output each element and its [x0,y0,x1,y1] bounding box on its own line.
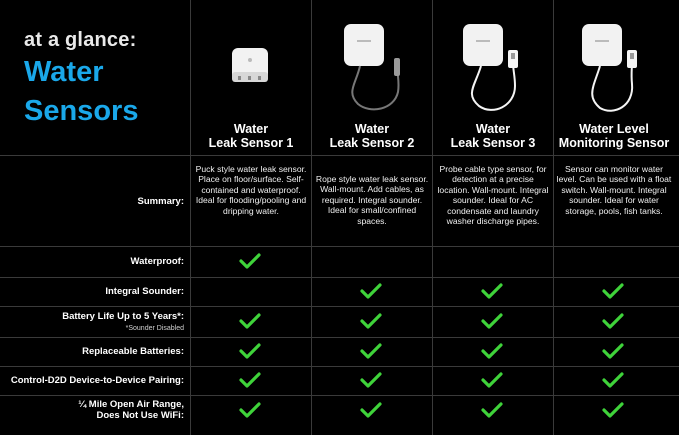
product-name-line2: Leak Sensor 3 [450,136,536,150]
check-icon [481,372,503,388]
row-divider [0,337,679,338]
summary-text-2: Rope style water leak sensor. Wall-mount. Add cables, as required. Integral sounder. Ideal for small/confined spaces. [315,174,429,226]
row-divider [0,366,679,367]
product-name-4 [553,122,675,150]
puck-sensor-image [224,42,276,90]
product-name-line1: Water Level [579,122,649,136]
row-label-summary: Summary: [137,196,184,207]
row-divider [0,155,679,156]
check-icon [360,402,382,418]
check-icon [481,283,503,299]
battery-footnote: *Sounder Disabled [125,325,184,332]
product-name-1 [190,122,312,150]
check-icon [239,402,261,418]
check-icon [360,372,382,388]
column-divider [190,0,191,435]
check-icon [602,372,624,388]
check-icon [481,343,503,359]
product-name-line2: Monitoring Sensor [558,136,670,150]
probe-sensor-image [457,20,537,116]
check-icon [239,253,261,269]
summary-text-3: Probe cable type sensor, for detection at a precise location. Wall-mount. Integral sounder. Ideal for AC condensate and laundry washer discharge pipes. [437,164,549,227]
check-icon [360,313,382,329]
row-label-d2d-pairing: Control-D2D Device-to-Device Pairing: [10,375,184,386]
check-icon [602,402,624,418]
check-icon [602,343,624,359]
battery-life-label: Battery Life Up to 5 Years*: [62,311,184,322]
product-name-line2: Leak Sensor 2 [329,136,415,150]
check-icon [602,283,624,299]
range-label-line2: Does Not Use WiFi: [96,410,184,421]
row-label-integral-sounder: Integral Sounder: [105,286,184,297]
check-icon [239,343,261,359]
check-icon [239,313,261,329]
summary-text-1: Puck style water leak sensor. Place on floor/surface. Self-contained and waterproof. Ideal for flooding/pooling and dripping water. [195,164,307,216]
product-name-line1: Water [354,122,390,136]
water-level-sensor-image [578,20,658,116]
check-icon [602,313,624,329]
product-name-3 [432,122,554,150]
row-label-range [0,399,184,421]
product-name-line2: Leak Sensor 1 [208,136,294,150]
row-divider [0,246,679,247]
check-icon [239,372,261,388]
product-name-2 [311,122,433,150]
column-divider [553,0,554,435]
product-name-line1: Water [233,122,269,136]
check-icon [360,343,382,359]
row-divider [0,306,679,307]
row-label-replaceable-batteries: Replaceable Batteries: [82,346,184,357]
range-label-line1: ¼ Mile Open Air Range, [78,399,184,410]
check-icon [481,402,503,418]
row-divider [0,395,679,396]
column-divider [311,0,312,435]
product-name-line1: Water [475,122,511,136]
check-icon [360,283,382,299]
page-heading [24,30,138,128]
row-label-waterproof: Waterproof: [130,256,184,267]
row-label-battery-life [0,311,184,334]
column-divider [432,0,433,435]
rope-sensor-image [336,20,416,116]
row-divider [0,277,679,278]
heading-title-line2: Sensors [24,95,139,127]
check-icon [481,313,503,329]
heading-lead: at a glance: [24,29,137,51]
heading-title-line1: Water [24,56,104,88]
summary-text-4: Sensor can monitor water level. Can be used with a float switch. Wall-mount. Integral sounder. Ideal for water storage, pools, fish tanks. [556,164,672,216]
